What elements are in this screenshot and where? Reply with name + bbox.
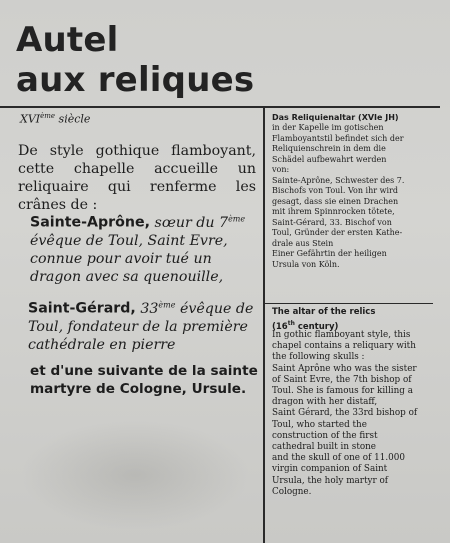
lighting-shadow [20,420,250,530]
century-label: XVIème siècle [20,112,91,126]
english-body: In gothic flamboyant style, this chapel contains a reliquary with the following skulls : Saint Aprône who was the sister of Saint Evre, the 7th bishop of Toul. She is famous for killing a dragon with her distaff, Saint Gérard, the 33rd bishop of Toul, who started the construction of the first cathedral built in stone and the skull of one of 11.000 virgin companion of Saint Ursula, the holy martyr of Cologne. [272,330,418,497]
english-title: The altar of the relics (16th century) [272,307,376,332]
page-title [16,20,254,100]
title-line-1: Autel [16,20,119,60]
german-body: in der Kapelle im gotischen Flamboyantstil befindet sich der Reliquienschrein in dem die Schädel aufbewahrt werden von: Sainte-Aprône, Schwester des 7. Bischofs von Toul. Von ihr wird gesagt, dass sie einen Drachen mit ihrem Spinnrocken tötete, Saint-Gérard, 33. Bischof von Toul, Gründer der ersten Kathe- drale aus Stein Einer Gefährtin der heiligen Ursula von Köln. [272,123,405,269]
german-title: Das Reliquienaltar (XVIe JH) [272,113,399,122]
title-line-2: aux reliques [16,60,255,100]
entry-saint-gerard: Saint-Gérard, 33ème évêque de Toul, fondateur de la première cathédrale en pierre [28,300,254,353]
entry-name: Sainte-Aprône, [30,214,151,231]
closing-text: et d'une suivante de la sainte martyre de Cologne, Ursule. [30,363,258,397]
column-divider [263,303,433,304]
intro-text: De style gothique flamboyant, cette chapelle accueille un reliquaire qui renferme les crânes de : [18,143,256,213]
entry-sainte-aprone: Sainte-Aprône, sœur du 7ème évêque de Toul, Saint Evre, connue pour avoir tué un dragon avec sa quenouille, [30,214,246,285]
entry-name: Saint-Gérard, [28,300,136,317]
horizontal-divider [0,106,440,108]
